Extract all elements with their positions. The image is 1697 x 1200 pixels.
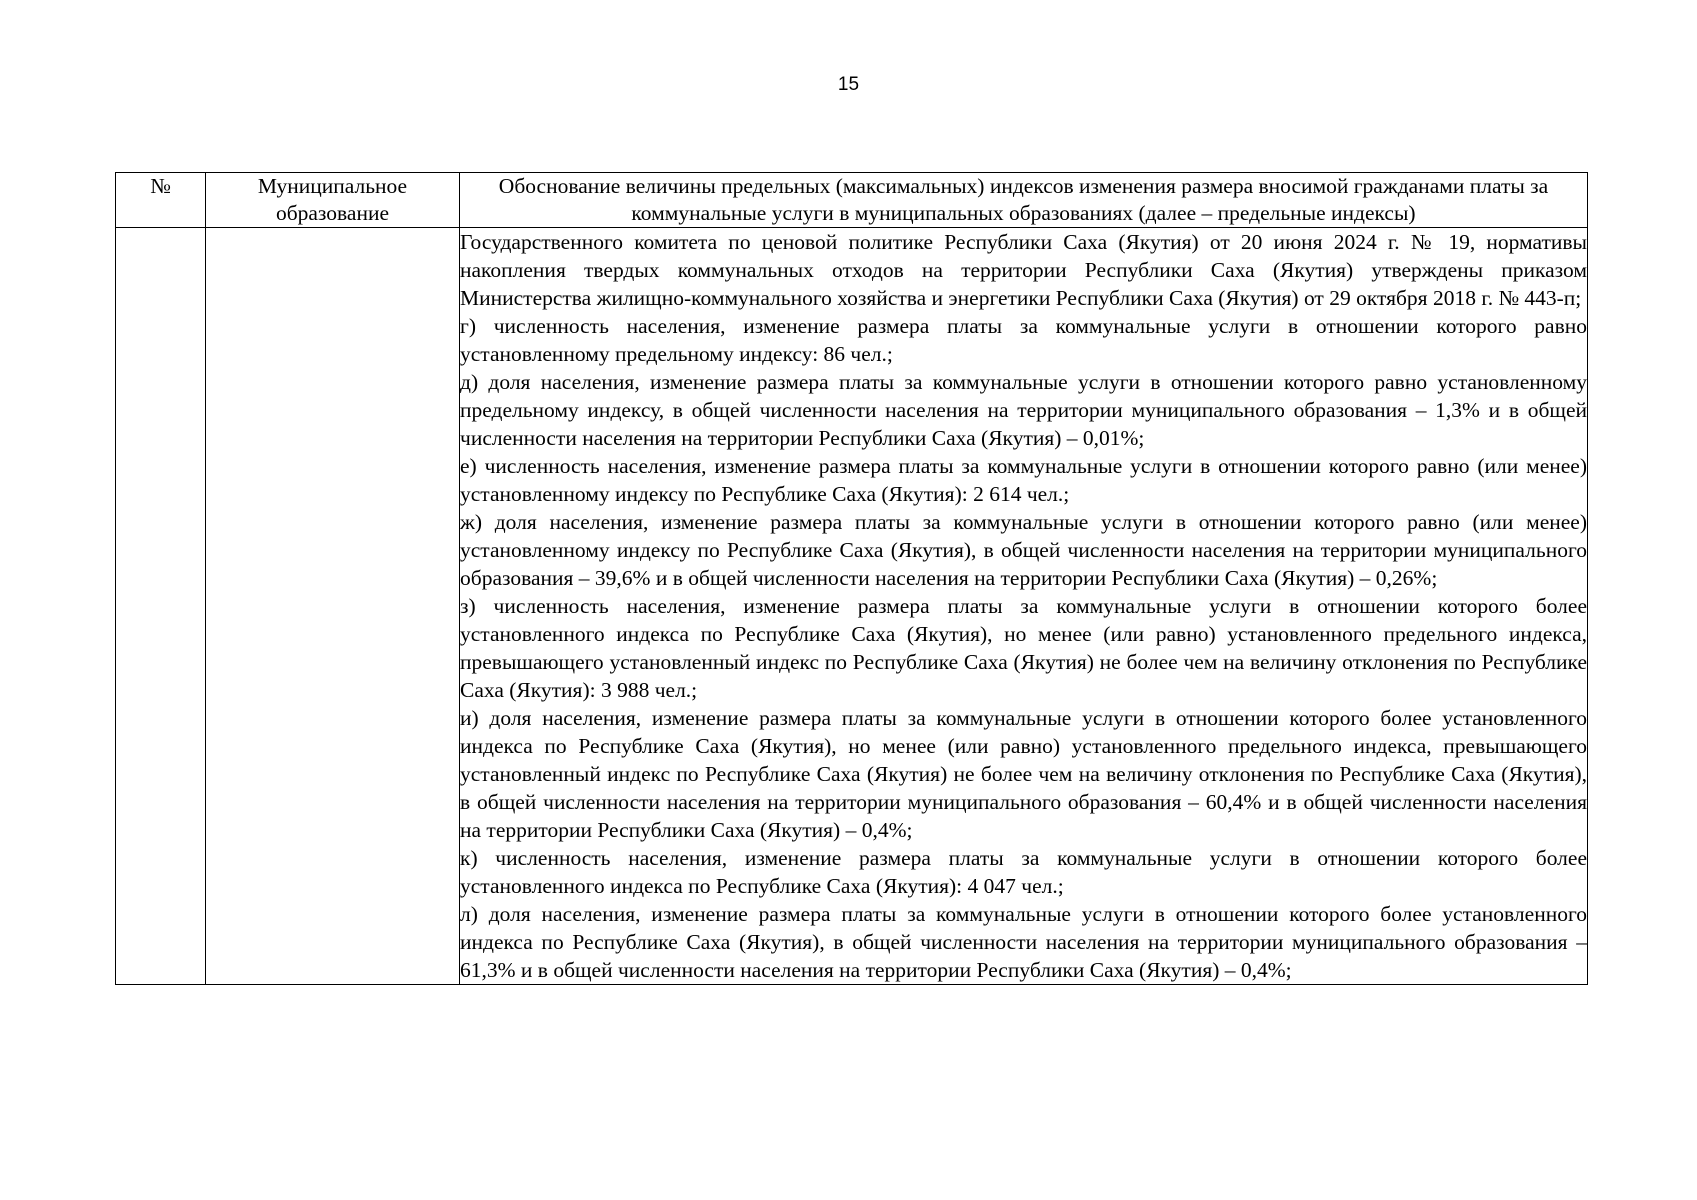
table-header-row <box>116 173 1588 228</box>
cell-number <box>116 228 206 985</box>
header-justification: Обоснование величины предельных (максимальных) индексов изменения размера вносимой гражданами платы за коммунальные услуги в муниципальных образованиях (далее – предельные индексы) <box>460 173 1588 228</box>
cell-municipality <box>206 228 460 985</box>
paragraph-e: е) численность населения, изменение размера платы за коммунальные услуги в отношении которого равно (или менее) установленному индексу по Республике Саха (Якутия): 2 614 чел.; <box>460 454 1587 506</box>
table-row <box>116 228 1588 985</box>
paragraph-d: д) доля населения, изменение размера платы за коммунальные услуги в отношении которого равно установленному предельному индексу, в общей численности населения на территории муниципального образования – 1,3% и в общей численности населения на территории Республики Саха (Якутия) – 0,01%; <box>460 370 1587 450</box>
header-municipality: Муниципальное образование <box>206 173 460 228</box>
justification-table <box>115 172 1588 985</box>
header-number: № <box>116 173 206 228</box>
paragraph-l: л) доля населения, изменение размера платы за коммунальные услуги в отношении которого более установленного индекса по Республике Саха (Якутия), в общей численности населения на территории муниципального образования – 61,3% и в общей численности населения на территории Республики Саха (Якутия) – 0,4%; <box>460 902 1587 982</box>
paragraph-zh: ж) доля населения, изменение размера платы за коммунальные услуги в отношении которого равно (или менее) установленному индексу по Республике Саха (Якутия), в общей численности населения на территории муниципального образования – 39,6% и в общей численности населения на территории Республики Саха (Якутия) – 0,26%; <box>460 510 1587 590</box>
paragraph-g: г) численность населения, изменение размера платы за коммунальные услуги в отношении которого равно установленному предельному индексу: 86 чел.; <box>460 314 1587 366</box>
paragraph-z: з) численность населения, изменение размера платы за коммунальные услуги в отношении которого более установленного индекса по Республике Саха (Якутия), но менее (или равно) установленного предельного индекса, превышающего установленный индекс по Республике Саха (Якутия) не более чем на величину отклонения по Республике Саха (Якутия): 3 988 чел.; <box>460 594 1587 702</box>
paragraph-k: к) численность населения, изменение размера платы за коммунальные услуги в отношении которого более установленного индекса по Республике Саха (Якутия): 4 047 чел.; <box>460 846 1587 898</box>
page-number: 15 <box>837 74 860 95</box>
paragraph-continuation: Государственного комитета по ценовой политике Республики Саха (Якутия) от 20 июня 2024 г. № 19, нормативы накопления твердых коммунальных отходов на территории Республики Саха (Якутия) утверждены приказом Министерства жилищно-коммунального хозяйства и энергетики Республики Саха (Якутия) от 29 октября 2018 г. № 443-п; <box>460 230 1587 310</box>
paragraph-i: и) доля населения, изменение размера платы за коммунальные услуги в отношении которого более установленного индекса по Республике Саха (Якутия), но менее (или равно) установленного предельного индекса, превышающего установленный индекс по Республике Саха (Якутия) не более чем на величину отклонения по Республике Саха (Якутия), в общей численности населения на территории муниципального образования – 60,4% и в общей численности населения на территории Республики Саха (Якутия) – 0,4%; <box>460 706 1587 842</box>
cell-justification <box>460 228 1588 985</box>
